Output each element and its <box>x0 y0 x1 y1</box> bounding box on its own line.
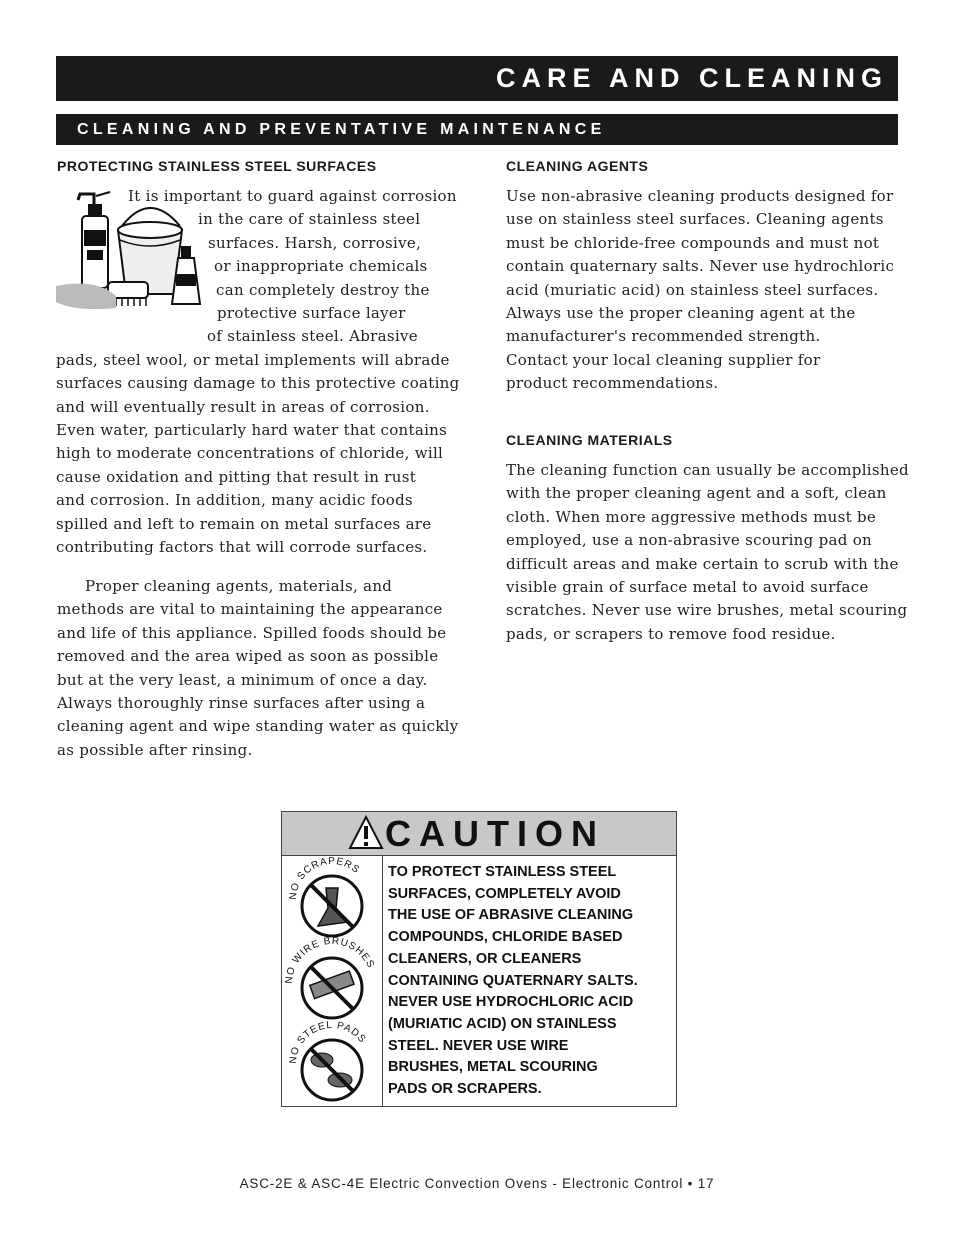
page-footer: ASC-2E & ASC-4E Electric Convection Ovens - Electronic Control • 17 <box>239 1176 715 1191</box>
protecting-surfaces-paragraph: It is important to guard against corrosion in the care of stainless steel surfaces. Harsh, corrosive, or inappropriate chemicals can completely destroy the protective surface layer of stainless steel. Abrasive pads, steel wool, or metal implements will abrade surfaces causing damage to this protective coating and will eventually result in areas of corrosion. Even water, particularly hard water that contains high to moderate concentrations of chloride, will cause oxidation and pitting that result in rust and corrosion. In addition, many acidic foods spilled and left to remain on metal surfaces are contributing factors that will corrode surfaces. <box>56 187 460 557</box>
svg-text:NO STEEL PADS: NO STEEL PADS <box>287 1019 369 1065</box>
no-wire-brushes-icon <box>284 936 377 1018</box>
subsection-title-banner: CLEANING AND PREVENTATIVE MAINTENANCE <box>56 114 898 145</box>
cleaning-agents-paragraph: Use non-abrasive cleaning products designed for use on stainless steel surfaces. Cleaning agents must be chloride-free compounds and must not contain quaternary salts. Never use hydrochloric acid (muriatic acid) on stainless steel surfaces. Always use the proper cleaning agent at the manufacturer's recommended strength. Contact your local cleaning supplier for product recommendations. <box>506 187 895 393</box>
heading-protecting-surfaces: PROTECTING STAINLESS STEEL SURFACES <box>57 158 377 174</box>
no-steel-pads-icon <box>288 1020 368 1100</box>
maintenance-paragraph: Proper cleaning agents, materials, and methods are vital to maintaining the appearance and life of this appliance. Spilled foods should be removed and the area wiped as soon as possible but at the very least, a minimum of once a day. Always thoroughly rinse surfaces after using a cleaning agent and wipe standing water as quickly as possible after rinsing. <box>57 577 459 759</box>
section-title-banner: CARE AND CLEANING <box>56 56 898 101</box>
cleaning-materials-paragraph: The cleaning function can usually be accomplished with the proper cleaning agent and a soft, clean cloth. When more aggressive methods must be employed, use a non-abrasive scouring pad on difficult areas and make certain to scrub with the visible grain of surface metal to avoid surface scratches. Never use wire brushes, metal scouring pads, or scrapers to remove food residue. <box>506 461 909 643</box>
prohibition-icons <box>282 856 383 1106</box>
caution-message: TO PROTECT STAINLESS STEEL SURFACES, COMPLETELY AVOID THE USE OF ABRASIVE CLEANING COMPOUNDS, CHLORIDE BASED CLEANERS, OR CLEANERS CONTAINING QUATERNARY SALTS. NEVER USE HYDROCHLORIC ACID (MURIATIC ACID) ON STAINLESS STEEL. NEVER USE WIRE BRUSHES, METAL SCOURING PADS OR SCRAPERS. <box>388 864 638 1098</box>
caution-title: CAUTION <box>385 813 605 854</box>
heading-cleaning-agents: CLEANING AGENTS <box>506 158 649 174</box>
no-scrapers-icon <box>288 856 362 936</box>
caution-header <box>282 812 676 856</box>
heading-cleaning-materials: CLEANING MATERIALS <box>506 432 673 448</box>
caution-box <box>281 811 677 1107</box>
warning-triangle-icon <box>348 815 384 851</box>
svg-text:NO SCRAPERS: NO SCRAPERS <box>287 856 362 901</box>
svg-text:NO WIRE BRUSHES: NO WIRE BRUSHES <box>283 935 377 985</box>
